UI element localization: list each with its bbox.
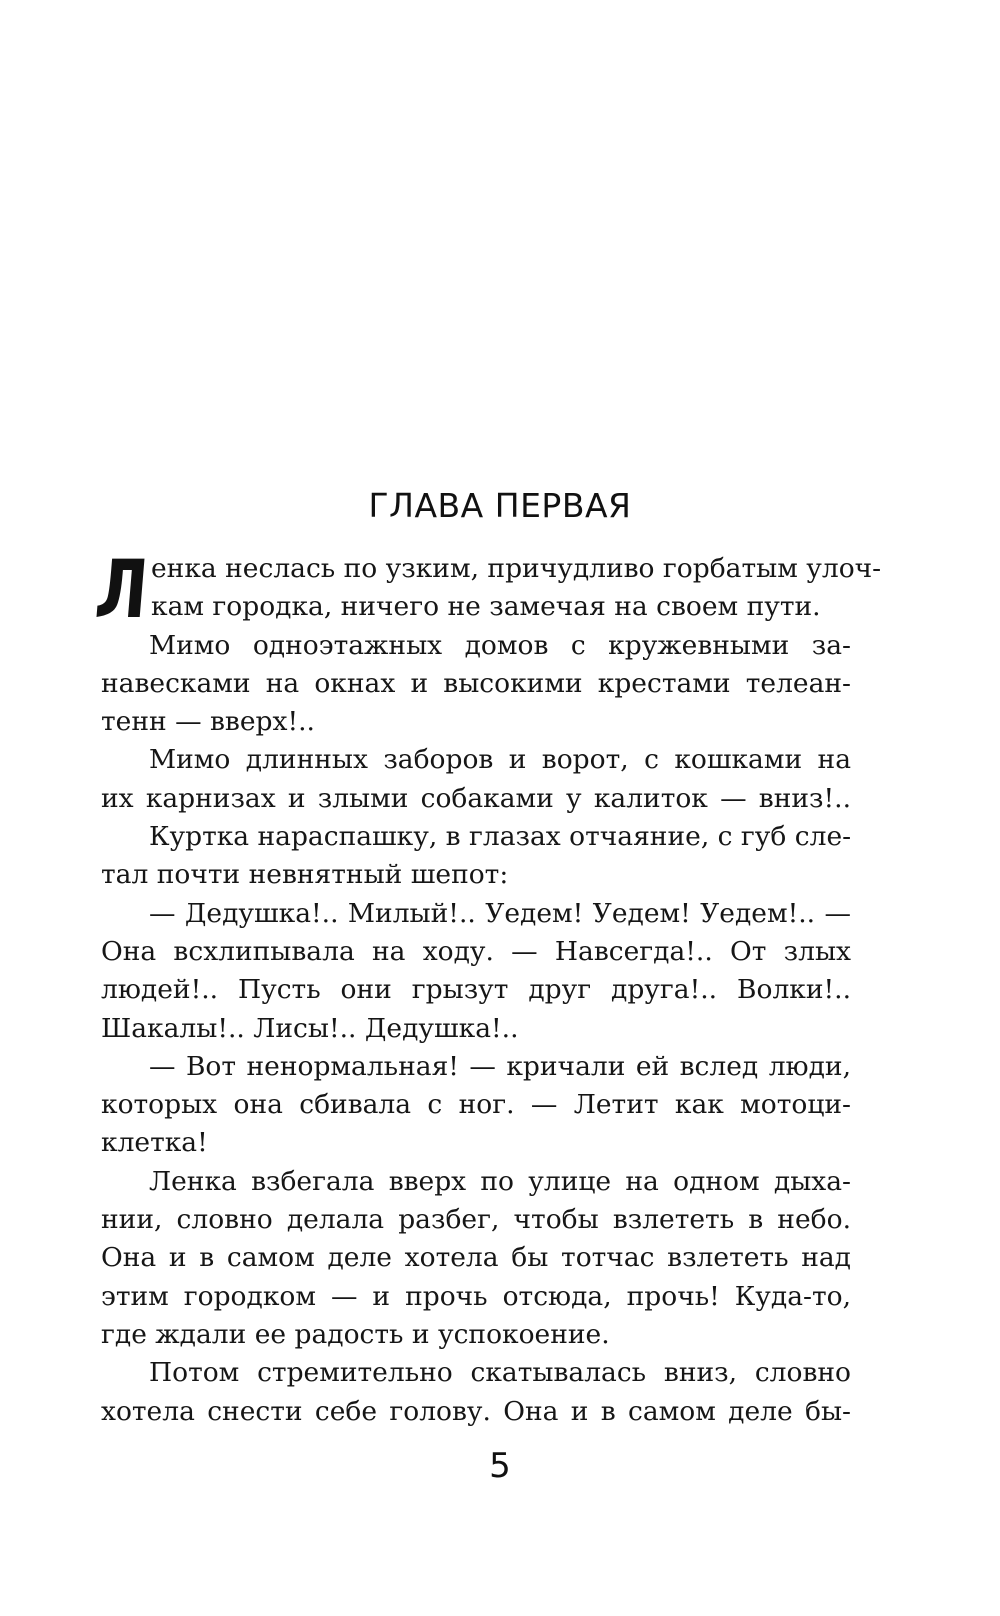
text-line: нии, словно делала разбег, чтобы взлететь в небо. (101, 1204, 851, 1236)
text-line: тал почти невнятный шепот: (101, 859, 509, 891)
text-line: енка неслась по узким, причудливо горбатым улоч- (151, 553, 882, 584)
text-line: — Вот ненормальная! — кричали ей вслед люди, (149, 1050, 851, 1082)
chapter-title: ГЛАВА ПЕРВАЯ (368, 486, 632, 525)
text-line: Мимо длинных заборов и ворот, с кошками на (149, 744, 851, 776)
text-line: Мимо одноэтажных домов с кружевными за- (149, 629, 851, 661)
text-line: где ждали ее радость и успокоение. (101, 1318, 610, 1350)
page-number: 5 (489, 1446, 511, 1486)
text-line: Куртка нараспашку, в глазах отчаяние, с губ сле- (149, 821, 852, 853)
text-line: — Дедушка!.. Милый!.. Уедем! Уедем! Уедем!.. — (149, 897, 851, 929)
text-line: кам городка, ничего не замечая на своем пути. (151, 591, 821, 623)
text-line: Она и в самом деле хотела бы тотчас взлететь над (101, 1242, 851, 1274)
text-line: клетка! (101, 1127, 208, 1159)
text-line: людей!.. Пусть они грызут друг друга!.. Волки!.. (101, 974, 851, 1006)
text-line: которых она сбивала с ног. — Летит как мотоци- (101, 1089, 851, 1121)
text-line: Шакалы!.. Лисы!.. Дедушка!.. (101, 1012, 519, 1044)
text-line: Она всхлипывала на ходу. — Навсегда!.. От злых (101, 935, 851, 967)
drop-cap: Л (92, 543, 152, 636)
text-line: хотела снести себе голову. Она и в самом деле бы- (101, 1395, 851, 1427)
text-line: их карнизах и злыми собаками у калиток — вниз!.. (101, 782, 851, 814)
first-paragraph (92, 543, 882, 636)
text-line: Ленка взбегала вверх по улице на одном дыха- (149, 1165, 851, 1197)
text-line: Потом стремительно скатывалась вниз, словно (149, 1357, 851, 1389)
body-text (92, 543, 882, 1431)
text-line: навесками на окнах и высокими крестами телеан- (101, 667, 851, 699)
text-line: этим городком — и прочь отсюда, прочь! Куда-то, (101, 1280, 851, 1312)
text-line: тенн — вверх!.. (101, 706, 315, 738)
